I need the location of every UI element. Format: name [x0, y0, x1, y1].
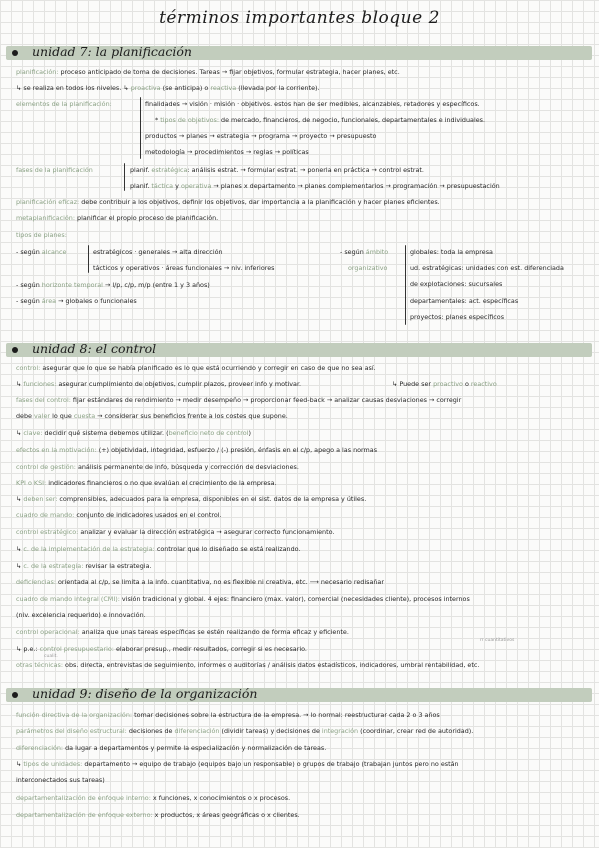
note-line: control estratégico: analizar y evaluar la dirección estratégica → asegurar correcto funcionamiento.: [16, 528, 335, 536]
note-line: control de gestión: análisis permanente de info, búsqueda y corrección de desviaciones.: [16, 463, 299, 471]
brace: [88, 245, 89, 273]
note-line: tácticos y operativos · áreas funcionales → niv. inferiores: [93, 264, 275, 272]
note-line: productos → planes → estrategia → programa → proyecto → presupuesto: [145, 132, 377, 140]
note-line: departamentalización de enfoque interno: x funciones, x conocimientos o x procesos.: [16, 794, 291, 802]
note-line: fases de la planificación: [16, 166, 93, 174]
note-line: planif. táctica y operativa → planes x departamento → planes complementarios → programación → presupuestación: [130, 182, 500, 190]
page-title: términos importantes bloque 2: [159, 8, 440, 28]
note-line: cuadro de mando integral (CMI): visión tradicional y global. 4 ejes: financiero (max. valor), comercial (necesidades cliente), procesos internos: [16, 595, 470, 603]
note-line: cuadro de mando: conjunto de indicadores usados en el control.: [16, 511, 222, 519]
note-line: ↳ funciones: asegurar cumplimiento de objetivos, cumplir plazos, proveer info y motivar.: [16, 380, 302, 388]
note-line: globales: toda la empresa: [410, 248, 493, 256]
note-line: interconectados sus tareas): [16, 776, 105, 784]
note-line: otras técnicas: obs. directa, entrevistas de seguimiento, informes o auditorías / análisis datos estadísticos, indicadores, umbral rentabilidad, etc.: [16, 661, 480, 669]
note-line: metodología → procedimientos → reglas → políticas: [145, 148, 309, 156]
note-line: organizativo: [348, 264, 388, 272]
note-line: tipos de planes:: [16, 231, 67, 239]
bullet-dot: [12, 692, 18, 698]
note-line: diferenciación: da lugar a departamentos y permite la especialización y normalización de tareas.: [16, 744, 327, 752]
note-line: deficiencias: orientada al c/p, se limita a la info. cuantitativa, no es flexible ni creativa, etc. ⟶ necesario redisañar: [16, 578, 384, 586]
note-line: (niv. excelencia requerido) e innovación.: [16, 611, 146, 619]
note-line: planificación eficaz: debe contribuir a los objetivos, definir los objetivos, dar importancia a la planificación y hacer planes eficientes.: [16, 198, 440, 206]
margin-note: rr cuantitativos: [480, 638, 515, 643]
note-line: ↳ clave: decidir qué sistema debemos utilizar. (beneficio neto de control): [16, 429, 251, 437]
note-line: KPI o KSI: indicadores financieros o no que evalúan el crecimiento de la empresa.: [16, 479, 277, 487]
note-line: fases del control: fijar estándares de rendimiento → medir desempeño → proporcionar feed-back → analizar causas desviaciones → corregir: [16, 396, 462, 404]
note-line: ↳ Puede ser proactivo o reactivo: [392, 380, 497, 388]
note-line: elementos de la planificación:: [16, 100, 112, 108]
note-line: efectos en la motivación: (+) objetividad, integridad, esfuerzo / (-) presión, énfasis en el c/p, apego a las normas: [16, 446, 378, 454]
margin-note: cualit.: [44, 654, 58, 659]
bullet-dot: [12, 50, 18, 56]
note-line: debe valer lo que cuesta → considerar sus beneficios frente a los costes que supone.: [16, 412, 288, 420]
note-line: - según horizonte temporal → l/p, c/p, m/p (entre 1 y 3 años): [16, 281, 210, 289]
note-line: departamentalización de enfoque externo: x productos, x áreas geográficas o x clientes.: [16, 811, 300, 819]
note-line: parámetros del diseño estructural: decisiones de diferenciación (dividir tareas) y decisiones de integración (coordinar, crear red de autoridad).: [16, 727, 474, 735]
note-line: finalidades → visión · misión · objetivos. estos han de ser medibles, alcanzables, retadores y específicos.: [145, 100, 480, 108]
note-line: departamentales: act. específicas: [410, 297, 519, 305]
section-heading-unit-7: unidad 7: la planificación: [32, 44, 192, 59]
note-line: ↳ deben ser: comprensibles, adecuados para la empresa, disponibles en el sist. datos de la empresa y útiles.: [16, 495, 367, 503]
note-line: control operacional: analiza que unas tareas específicas se estén realizando de forma eficaz y eficiente.: [16, 628, 349, 636]
note-line: - según área → globales o funcionales: [16, 297, 137, 305]
note-line: ud. estratégicas: unidades con est. diferenciada: [410, 264, 564, 272]
note-line: planificación: proceso anticipado de toma de decisiones. Tareas → fijar objetivos, formular estrategia, hacer planes, etc.: [16, 68, 400, 76]
note-line: ↳ se realiza en todos los niveles. ↳ proactiva (se anticipa) o reactiva (llevada por la corriente).: [16, 84, 320, 92]
note-line: de explotaciones: sucursales: [410, 280, 503, 288]
note-line: control: asegurar que lo que se había planificado es lo que está ocurriendo y corregir en caso de que no sea así.: [16, 364, 376, 372]
brace: [140, 97, 141, 159]
note-line: - según alcance: [16, 248, 67, 256]
note-line: ↳ c. de la implementación de la estrategia: controlar que lo diseñado se está realizando.: [16, 545, 301, 553]
note-line: proyectos: planes específicos: [410, 313, 505, 321]
note-line: estratégicos · generales → alta dirección: [93, 248, 223, 256]
note-line: ↳ c. de la estrategia: revisar la estrategia.: [16, 562, 152, 570]
bullet-dot: [12, 347, 18, 353]
note-line: ↳ p.e.: control presupuestario: elaborar presup., medir resultados, corregir si es necesario.: [16, 645, 307, 653]
note-line: - según ámbito: [340, 248, 389, 256]
note-line: * tipos de objetivos: de mercado, financieros, de negocio, funcionales, departamentales e individuales.: [155, 116, 486, 124]
note-line: ↳ tipos de unidades: departamento → equipo de trabajo (equipos bajo un responsable) o grupos de trabajo (trabajan juntos pero no están: [16, 760, 459, 768]
note-line: función directiva de la organización: tomar decisiones sobre la estructura de la empresa. → lo normal: reestructurar cada 2 o 3 años: [16, 711, 440, 719]
note-line: metaplanificación: planificar el propio proceso de planificación.: [16, 214, 219, 222]
note-line: planif. estratégica: análisis estrat. → formular estrat. → ponerla en práctica → control estrat.: [130, 166, 424, 174]
brace: [124, 163, 125, 191]
section-heading-unit-8: unidad 8: el control: [32, 341, 157, 356]
brace: [405, 245, 406, 325]
section-heading-unit-9: unidad 9: diseño de la organización: [32, 686, 258, 701]
